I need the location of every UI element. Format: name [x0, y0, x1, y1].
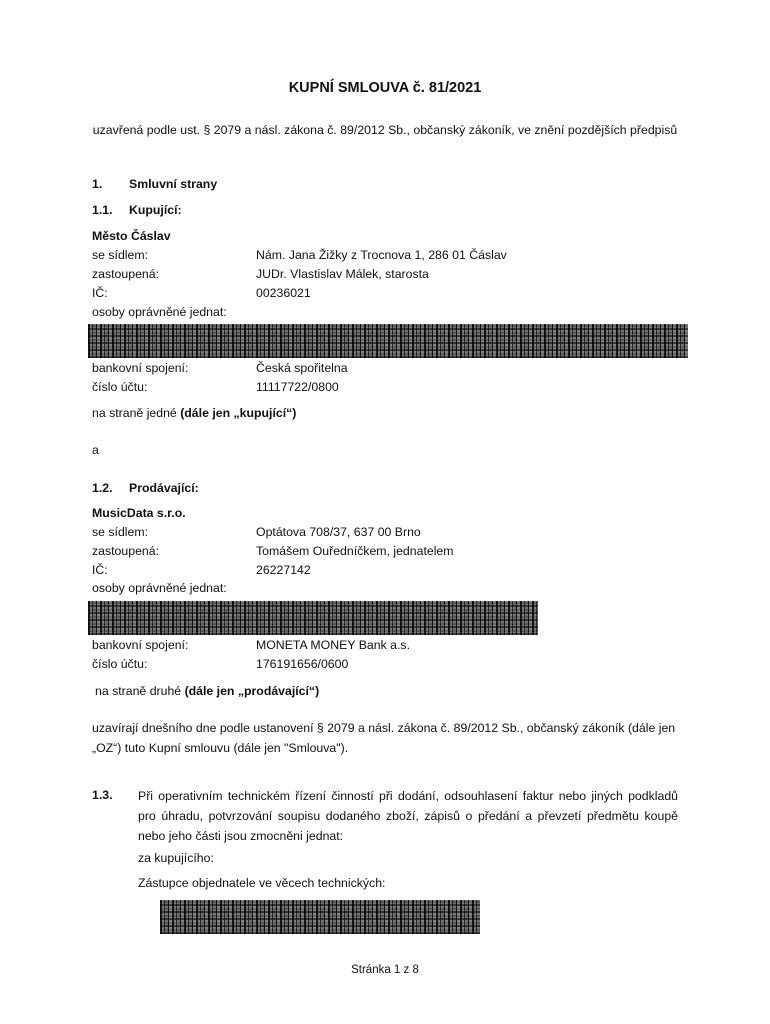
- redacted-block: [160, 900, 480, 934]
- buyer-heading: Kupující:: [129, 203, 182, 217]
- for-buyer-label: za kupujícího:: [138, 851, 214, 865]
- buyer-account-value: 11117722/0800: [256, 380, 339, 394]
- clause-1-3-text: Při operativním technickém řízení činností při dodání, odsouhlasení faktur nebo jiných podkladů pro úhradu, potvrzování soupisu dodaného zboží, zápisů o předání a převzetí předmětu koupě nebo jeho části jsou zmocněni jednat:: [138, 789, 678, 843]
- seller-authorized-label: osoby oprávněné jednat:: [92, 581, 227, 595]
- buyer-section-number: 1.1.: [92, 203, 113, 217]
- seller-represented-value: Tomášem Ouředníčkem, jednatelem: [256, 544, 454, 558]
- seller-represented-label: zastoupená:: [92, 544, 160, 558]
- section-1-number: 1.: [92, 177, 103, 191]
- seller-side-defined-term: (dále jen „prodávající“): [184, 684, 320, 698]
- buyer-seat-value: Nám. Jana Žižky z Trocnova 1, 286 01 Čáslav: [256, 248, 507, 262]
- document-title: KUPNÍ SMLOUVA č. 81/2021: [288, 80, 482, 96]
- technical-representative-label: Zástupce objednatele ve věcech technických:: [138, 876, 386, 890]
- buyer-side-line: [92, 406, 296, 420]
- seller-heading: Prodávající:: [129, 481, 199, 495]
- document-subtitle: uzavřená podle ust. § 2079 a násl. zákona č. 89/2012 Sb., občanský zákoník, ve znění pozdějších předpisů: [92, 123, 678, 137]
- seller-ico-value: 26227142: [256, 563, 311, 577]
- seller-seat-value: Optátova 708/37, 637 00 Brno: [256, 525, 421, 539]
- seller-name: MusicData s.r.o.: [92, 506, 186, 520]
- seller-bank-label: bankovní spojení:: [92, 638, 189, 652]
- page-footer: Stránka 1 z 8: [351, 964, 419, 976]
- buyer-bank-label: bankovní spojení:: [92, 361, 189, 375]
- clause-1-3-number: 1.3.: [92, 788, 113, 802]
- agreement-paragraph: uzavírají dnešního dne podle ustanovení § 2079 a násl. zákona č. 89/2012 Sb., občanský zákoník (dále jen „OZ“) tuto Kupní smlouvu (dále jen "Smlouva").: [92, 721, 676, 755]
- buyer-side-text: na straně jedné: [92, 406, 181, 420]
- conjunction-text: a: [92, 443, 99, 457]
- seller-section-number: 1.2.: [92, 481, 113, 495]
- section-1-title: Smluvní strany: [129, 177, 218, 191]
- buyer-seat-label: se sídlem:: [92, 248, 149, 262]
- buyer-represented-label: zastoupená:: [92, 267, 160, 281]
- seller-ico-label: IČ:: [92, 563, 108, 577]
- buyer-ico-label: IČ:: [92, 286, 108, 300]
- seller-seat-label: se sídlem:: [92, 525, 149, 539]
- buyer-represented-value: JUDr. Vlastislav Málek, starosta: [256, 267, 429, 281]
- buyer-account-label: číslo účtu:: [92, 380, 148, 394]
- buyer-side-defined-term: (dále jen „kupující“): [180, 406, 297, 420]
- seller-bank-value: MONETA MONEY Bank a.s.: [256, 638, 410, 652]
- seller-side-text: na straně druhé: [95, 684, 185, 698]
- buyer-name: Město Čáslav: [92, 229, 171, 243]
- buyer-bank-value: Česká spořitelna: [256, 361, 348, 375]
- redacted-block: [88, 601, 538, 635]
- redacted-block: [88, 324, 688, 358]
- seller-account-value: 176191656/0600: [256, 657, 349, 671]
- seller-side-line: [95, 684, 319, 698]
- buyer-authorized-label: osoby oprávněné jednat:: [92, 305, 227, 319]
- seller-account-label: číslo účtu:: [92, 657, 148, 671]
- buyer-ico-value: 00236021: [256, 286, 311, 300]
